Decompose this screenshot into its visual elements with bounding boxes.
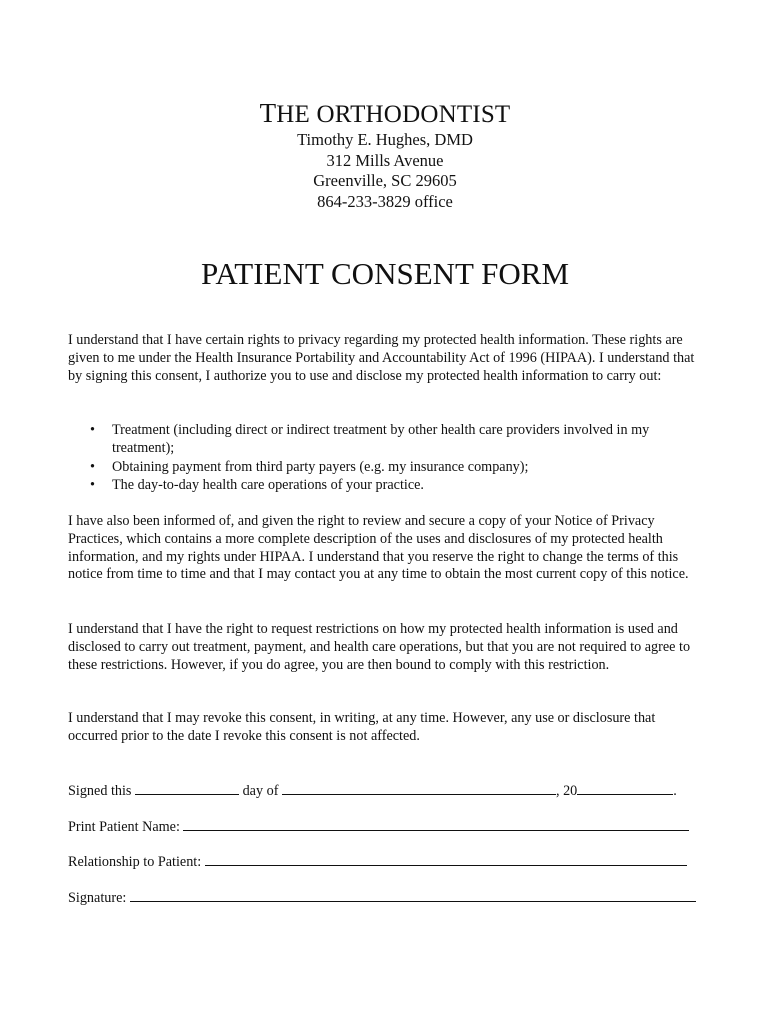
- signature-label: Signature:: [68, 890, 127, 906]
- privacy-notice-paragraph: I have also been informed of, and given the right to review and secure a copy of your Notice of Privacy Practices, which contains a more complete description of the uses and disclosures of my protected health information, and my rights under HIPAA. I understand that you reserve the right to change the terms of this notice from time to time and that I may contact you at any time to obtain the most current copy of this notice.: [68, 513, 689, 583]
- office-phone: 864-233-3829 office: [317, 191, 453, 211]
- year-blank-field[interactable]: [577, 781, 673, 795]
- city-state-zip: Greenville, SC 29605: [313, 171, 457, 191]
- street-address: 312 Mills Avenue: [326, 150, 444, 170]
- print-name-line: [68, 817, 689, 836]
- day-of-label: day of: [242, 783, 279, 799]
- year-prefix-label: , 20: [555, 783, 578, 799]
- relationship-label: Relationship to Patient:: [68, 854, 202, 870]
- print-name-label: Print Patient Name:: [68, 819, 180, 835]
- list-item: [88, 459, 698, 477]
- form-title: PATIENT CONSENT FORM: [200, 256, 570, 291]
- relationship-blank-field[interactable]: [205, 852, 687, 866]
- year-suffix-label: .: [673, 783, 677, 799]
- bullet-icon: •: [90, 422, 95, 438]
- bullet-icon: •: [90, 458, 95, 475]
- list-item: [88, 477, 698, 495]
- bullet-icon: •: [90, 477, 95, 494]
- practice-name-rest: HE ORTHODONTIST: [276, 101, 511, 128]
- list-item: [88, 422, 698, 458]
- signature-blank-field[interactable]: [130, 888, 696, 902]
- relationship-line: [68, 852, 687, 871]
- list-item-text: The day-to-day health care operations of your practice.: [112, 477, 424, 494]
- signature-line: [68, 888, 696, 907]
- revocation-paragraph: I understand that I may revoke this consent, in writing, at any time. However, any use or disclosure that occurred prior to the date I revoke this consent is not affected.: [68, 710, 656, 744]
- doctor-name: Timothy E. Hughes, DMD: [297, 130, 473, 149]
- authorized-uses-list: [88, 422, 698, 496]
- privacy-rights-paragraph: I understand that I have certain rights to privacy regarding my protected health information. These rights are given to me under the Health Insurance Portability and Accountability Act of 1996 (HIPAA). I understand that by signing this consent, I authorize you to use and disclose my protected health information to carry out:: [68, 332, 695, 384]
- restrictions-paragraph: I understand that I have the right to request restrictions on how my protected health information is used and disclosed to carry out treatment, payment, and health care operations, but that you are not required to agree to these restrictions. However, if you do agree, you are then bound to comply with this restriction.: [68, 621, 691, 673]
- practice-name: [0, 98, 770, 130]
- practice-name-initial: T: [259, 98, 277, 128]
- month-blank-field[interactable]: [282, 781, 556, 795]
- list-item-text: Treatment (including direct or indirect treatment by other health care providers involved in my treatment);: [112, 422, 650, 456]
- print-name-blank-field[interactable]: [183, 817, 689, 831]
- list-item-text: Obtaining payment from third party payers (e.g. my insurance company);: [112, 458, 529, 475]
- signed-date-line: [68, 781, 677, 800]
- day-blank-field[interactable]: [135, 781, 239, 795]
- letterhead: [0, 98, 770, 212]
- signed-this-label: Signed this: [68, 783, 132, 799]
